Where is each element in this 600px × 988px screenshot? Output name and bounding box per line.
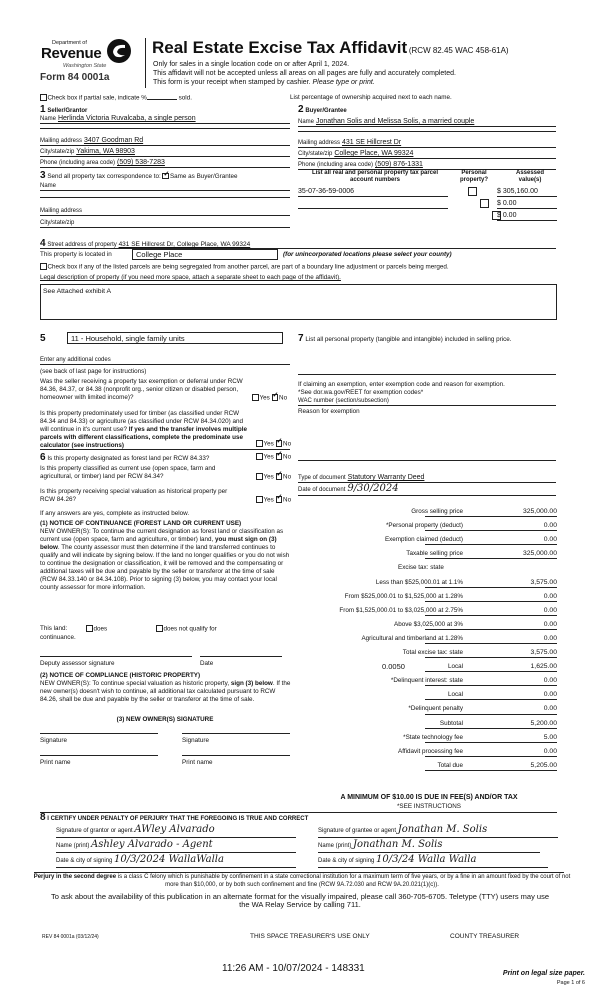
local-rate: 0.0050	[382, 662, 405, 672]
located-label: This property is located in	[40, 251, 112, 258]
owner-signature-2: Signature	[182, 737, 209, 744]
land-use-code-select[interactable]: 11 - Household, single family units	[67, 332, 283, 344]
tax-row-value[interactable]: 0.00	[425, 593, 557, 602]
sec7-label: 7 List all personal property (tangible and intangible) included in selling price.	[298, 333, 512, 344]
deputy-date-label: Date	[200, 660, 214, 667]
dor-logo	[38, 36, 143, 88]
owner-signature-1: Signature	[40, 737, 67, 744]
tax-row-value[interactable]: 325,000.00	[425, 550, 557, 559]
header-line2: This affidavit will not be accepted unless all areas on all pages are fully and accurately completed.	[153, 70, 456, 77]
tax-row-label: Less than $525,000.01 at 1.1%	[375, 578, 463, 586]
legal-size-note: Print on legal size paper.	[502, 970, 585, 977]
see-back: (see back of last page for instructions)	[40, 368, 147, 375]
historic-question: Is this property receiving special valuation as historical property per RCW 84.26?	[40, 488, 228, 504]
buyer-heading: 2 Buyer/Grantee	[298, 104, 347, 115]
current-use-yes-no: Yes ✓ No	[256, 473, 291, 481]
current-use-question: Is this property classified as current use (open space, farm and agricultural, or timber) land per RCW 84.34?	[40, 465, 216, 481]
tax-row-value[interactable]: 0.00	[425, 677, 557, 686]
tax-row-label: Total due	[437, 761, 463, 769]
page-title: Real Estate Excise Tax Affidavit (RCW 82.45 WAC 458-61A)	[152, 38, 509, 57]
exemption-no-checkbox[interactable]	[272, 394, 279, 401]
logo-state: Washington State	[63, 63, 107, 69]
tax-row-label: Taxable selling price	[406, 550, 463, 558]
reason-label: Reason for exemption	[298, 408, 360, 415]
legal-description-field[interactable]: See Attached exhibit A	[40, 284, 557, 320]
partial-sale-checkbox[interactable]	[40, 94, 47, 101]
located-note: (for unincorporated locations please select your county)	[283, 251, 452, 258]
tax-row-label: *Delinquent penalty	[408, 705, 463, 713]
ownership-note: List percentage of ownership acquired next to each name.	[290, 94, 452, 101]
buyer-name-field[interactable]: Name Jonathan Solis and Melissa Solis, a married couple	[298, 117, 556, 127]
tax-row-label: Local	[447, 691, 463, 699]
assessed-value-3[interactable]: $ 0.00	[497, 211, 557, 221]
timber-no-checkbox[interactable]	[276, 440, 283, 447]
tax-row-value[interactable]: 0.00	[425, 536, 557, 545]
sec3-mail-field[interactable]: Mailing address	[40, 206, 290, 216]
owner-print-1: Print name	[40, 759, 71, 766]
receipt-stamp: 11:26 AM - 10/07/2024 - 148331	[222, 963, 365, 974]
grantor-date-field[interactable]: Date & city of signing 10/3/2024 WallaWalla	[56, 855, 296, 868]
parcel-header-assessed: Assessed value(s)	[515, 170, 545, 184]
seller-name-field[interactable]: Name Herlinda Victoria Ruvalcaba, a single person	[40, 114, 290, 124]
grantee-signature-field[interactable]: Signature of grantee or agent Jonathan M. Solis	[318, 825, 558, 838]
partial-sale: Check box if partial sale, indicate % sold.	[40, 94, 192, 102]
buyer-mail-field[interactable]: Mailing address 431 SE Hillcrest Dr	[298, 138, 556, 148]
sec3-heading: 3 Send all property tax correspondence to: ✓ Same as Buyer/Grantee	[40, 170, 238, 182]
header-line1: Only for sales in a single location code on or after April 1, 2024.	[153, 61, 350, 68]
perjury-notice: Perjury in the second degree is a class C felony which is punishable by confinement in a state correctional institution for a maximum term of five years, or by a fine in an amount fixed by the court of not more than $10,000, or by both such confinement and fine (RCW 9A.72.030 and RCW 9A.20.021(1)(c)).	[33, 874, 571, 888]
notice1-title: (1) NOTICE OF CONTINUANCE (FOREST LAND OR CURRENT USE)	[40, 520, 242, 527]
tax-row-value[interactable]: 5.00	[425, 734, 557, 743]
notice1-text: NEW OWNER(S): To continue the current designation as forest land or classification as current use (open space, farm and agriculture, or timber) land, you must sign on (3) below. The county assessor must then determine if the land transferred continues to qualify and will indicate by signing below. If the land no longer qualifies or you do not wish to continue the designation or classification, it will be removed and the compensating or additional taxes will be due and payable by the seller or transferor at the time of sale (RCW 84.33.140 or 84.34.108). Prior to signing (3) below, you may contact your local county assessor for more information.	[40, 528, 290, 592]
tax-row-label: *Personal property (deduct)	[385, 522, 463, 530]
additional-codes-field[interactable]: Enter any additional codes	[40, 355, 290, 365]
tax-row-label: Gross selling price	[411, 508, 463, 515]
tax-row-value[interactable]: 3,575.00	[425, 649, 557, 658]
historic-no-checkbox[interactable]	[276, 496, 283, 503]
header-divider	[145, 38, 146, 88]
does-not-checkbox[interactable]	[156, 625, 163, 632]
form-number: Form 84 0001a	[40, 72, 110, 83]
tax-row-label: Exemption claimed (deduct)	[384, 536, 463, 544]
personal-property-checkbox-2[interactable]	[480, 199, 489, 208]
street-address-field[interactable]: 4 Street address of property 431 SE Hillcrest Dr, College Place, WA 99324	[40, 239, 556, 249]
grantor-signature-field[interactable]: Signature of grantor or agent AWley Alvarado	[56, 825, 296, 838]
exemption-yes-no: Yes ✓ No	[252, 394, 287, 402]
continuance: continuance.	[40, 634, 76, 641]
grantee-name-field[interactable]: Name (print) Jonathan M. Solis	[318, 840, 540, 853]
exemption-question: Was the seller receiving a property tax exemption or deferral under RCW 84.36, 84.37, or 84.38 (nonprofit org., senior citizen or disabled person, homeowner with limited income)?	[40, 378, 243, 402]
exemption-yes-checkbox[interactable]	[252, 394, 259, 401]
logo-dept: Department of	[52, 40, 87, 46]
tax-row-label: From $525,000.01 to $1,525,000 at 1.28%	[344, 592, 463, 600]
current-use-yes-checkbox[interactable]	[256, 473, 263, 480]
county-treasurer: COUNTY TREASURER	[450, 933, 520, 940]
tax-row-value[interactable]: 5,205.00	[425, 762, 557, 771]
grantor-name-field[interactable]: Name (print) Ashley Alvarado - Agent	[56, 840, 296, 853]
if-yes-note: If any answers are yes, complete as instructed below.	[40, 510, 190, 517]
owner-print-2: Print name	[182, 759, 213, 766]
tax-row-value[interactable]: 325,000.00	[425, 508, 557, 517]
assessed-value-2[interactable]: $ 0.00	[497, 199, 557, 209]
page-number: Page 1 of 6	[556, 980, 585, 986]
current-use-no-checkbox[interactable]	[276, 473, 283, 480]
minimum-note: A MINIMUM OF $10.00 IS DUE IN FEE(S) AND/OR TAX	[340, 794, 518, 801]
forest-yes-no: Yes ✓ No	[256, 453, 291, 461]
tax-row-label: Agricultural and timberland at 1.28%	[361, 634, 463, 642]
tax-row-value[interactable]: 0.00	[425, 748, 557, 757]
timber-question: Is this property predominately used for timber (as classified under RCW 84.34 and 84.33) or agriculture (as classified under RCW 84.34.020) and will continue in it's current use? If yes and the transfer involves multiple parcels with different classifications, complete the predominate use calculator (see instructions)	[40, 410, 247, 450]
tax-row-label: Affidavit processing fee	[398, 747, 463, 755]
does-option: does	[86, 625, 107, 633]
rev-code: REV 84 0001a (03/12/24)	[42, 934, 99, 940]
grantee-date-field[interactable]: Date & city of signing 10/3/24 Walla Walla	[318, 855, 548, 868]
sec3-name-field[interactable]: Name	[40, 181, 290, 191]
historic-yes-no: Yes ✓ No	[256, 496, 291, 504]
parcel-header-numbers: List all real and personal property tax parcel account numbers	[311, 170, 439, 184]
tax-row-value[interactable]: 5,200.00	[425, 720, 557, 729]
logo-mark-icon	[106, 38, 132, 64]
notice2-text: NEW OWNER(S): To continue special valuation as historic property, sign (3) below. If the new owner(s) doesn't wish to continue, all additional tax calculated pursuant to RCW 84.26, shall be due and payable by the seller or transferor at the time of sale.	[40, 680, 291, 704]
legal-label: Legal description of property (if you need more space, attach a separate sheet to each page of the affidavit).	[40, 274, 341, 281]
notice3-title: (3) NEW OWNER(S) SIGNATURE	[116, 716, 214, 723]
tax-row-label: Local	[447, 663, 463, 671]
timber-yes-checkbox[interactable]	[256, 440, 263, 447]
forest-yes-checkbox[interactable]	[256, 453, 263, 460]
tax-row-value[interactable]: 1,625.00	[425, 663, 557, 672]
segregated-checkbox[interactable]	[40, 263, 47, 270]
seller-phone-field[interactable]: Phone (including area code) (509) 538-7283	[40, 158, 290, 168]
same-as-buyer-checkbox[interactable]	[162, 173, 169, 180]
buyer-city-field[interactable]: City/state/zip College Place, WA 99324	[298, 149, 556, 159]
does-checkbox[interactable]	[86, 625, 93, 632]
tax-row-value[interactable]: 0.00	[425, 607, 557, 616]
certify-title: 8 I CERTIFY UNDER PENALTY OF PERJURY THAT THE FOREGOING IS TRUE AND CORRECT	[40, 812, 309, 823]
historic-yes-checkbox[interactable]	[256, 496, 263, 503]
tax-row-label: Subtotal	[439, 719, 463, 727]
doc-type-field[interactable]: Type of document Statutory Warranty Deed	[298, 473, 556, 483]
seller-mail-field[interactable]: Mailing address 3407 Goodman Rd	[40, 136, 290, 146]
tax-row-value[interactable]: 0.00	[425, 705, 557, 714]
tax-row-label: Above $3,025,000 at 3%	[394, 620, 463, 628]
does-not-option: does not qualify for	[156, 625, 217, 633]
forest-question: 6 Is this property designated as forest land per RCW 84.33?	[40, 452, 210, 463]
notice2-title: (2) NOTICE OF COMPLIANCE (HISTORIC PROPERTY)	[40, 672, 201, 679]
tax-row-label: From $1,525,000.01 to $3,025,000 at 2.75%	[339, 606, 463, 614]
tax-row-value[interactable]: 3,575.00	[425, 579, 557, 588]
forest-no-checkbox[interactable]	[276, 453, 283, 460]
buyer-phone-field[interactable]: Phone (including area code) (509) 876-1331	[298, 160, 556, 170]
exemption-note: If claiming an exemption, enter exemption code and reason for exemption. *See dor.wa.gov/REET for exemption codes*	[298, 381, 505, 397]
this-land: This land:	[40, 625, 68, 632]
tax-row-label: *Delinquent interest: state	[390, 677, 463, 685]
tax-row-value[interactable]: 0.00	[425, 691, 557, 700]
alt-format-notice: To ask about the availability of this publication in an alternate format for the visually impaired, please call 360-705-6705. Teletype (TTY) users may use the WA Relay Service by calling 711.	[50, 892, 550, 910]
parcel-header-personal: Personal property?	[459, 170, 488, 184]
located-select[interactable]: College Place	[132, 249, 278, 260]
see-instructions: *SEE INSTRUCTIONS	[396, 803, 462, 810]
tax-row-value[interactable]: 0.00	[425, 635, 557, 644]
sec3-city-field[interactable]: City/state/zip	[40, 218, 290, 228]
logo-revenue: Revenue	[41, 45, 102, 62]
tax-row-label: Excise tax: state	[398, 564, 444, 572]
personal-property-checkbox-1[interactable]	[468, 187, 477, 196]
wac-field[interactable]: WAC number (section/subsection)	[298, 396, 556, 406]
seller-heading: 1 Seller/Grantor	[40, 104, 88, 115]
tax-row-label: *State technology fee	[403, 733, 463, 741]
deputy-label: Deputy assessor signature	[40, 660, 115, 667]
doc-date-field[interactable]: Date of document 9/30/2024	[298, 484, 556, 496]
assessed-value-1[interactable]: $ 305,160.00	[497, 187, 557, 197]
seller-city-field[interactable]: City/state/zip Yakima, WA 98903	[40, 147, 290, 157]
tax-row-value[interactable]: 0.00	[425, 522, 557, 531]
treasurer-use: THIS SPACE TREASURER'S USE ONLY	[250, 933, 370, 940]
segregated-row: Check box if any of the listed parcels are being segregated from another parcel, are part of a boundary line adjustment or parcels being merged.	[40, 263, 449, 271]
parcel-number-1[interactable]: 35-07-36-59-0006	[298, 187, 448, 197]
header-line3: This form is your receipt when stamped by cashier. Please type or print.	[153, 79, 375, 86]
timber-yes-no: Yes ✓ No	[256, 440, 291, 448]
parcel-number-2[interactable]	[298, 199, 448, 209]
sec5-number: 5	[40, 333, 46, 344]
tax-row-value[interactable]: 0.00	[425, 621, 557, 630]
tax-row-label: Total excise tax: state	[402, 649, 463, 656]
